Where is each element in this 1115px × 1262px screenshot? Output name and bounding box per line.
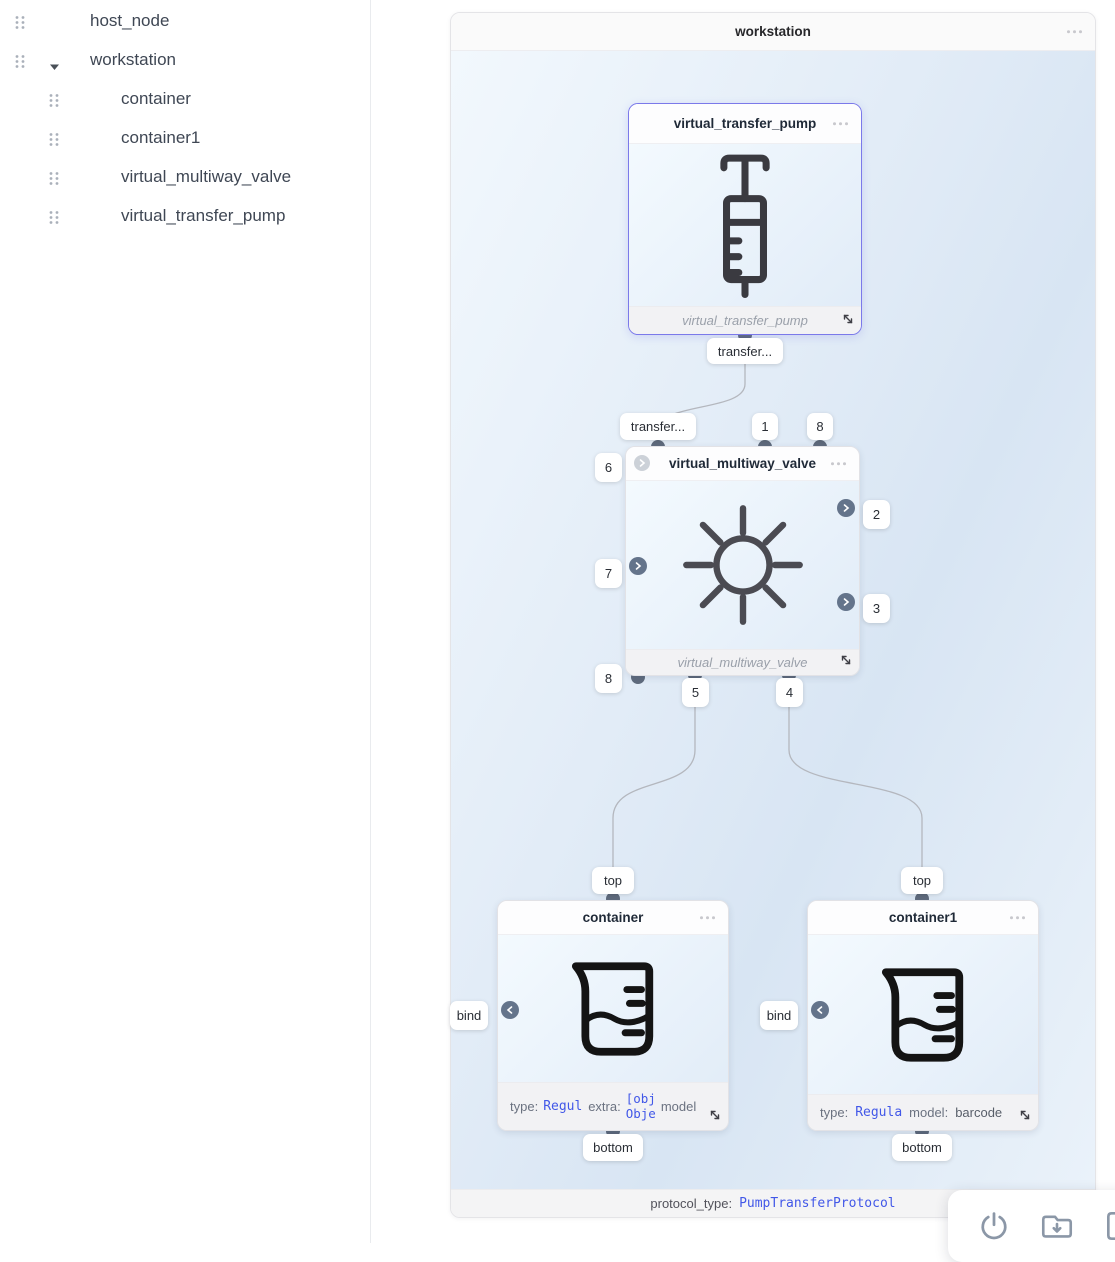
tree-item-label: workstation <box>90 50 176 69</box>
canvas-toolbar <box>948 1190 1115 1262</box>
node-title: virtual_transfer_pump <box>673 116 817 131</box>
ellipsis-menu-icon[interactable] <box>833 122 849 126</box>
sidebar-item-virtual-multiway-valve[interactable] <box>0 166 370 192</box>
sidebar-item-workstation[interactable] <box>0 49 370 75</box>
port-valve-left-7[interactable] <box>629 557 647 575</box>
tree-item-label: container <box>121 89 191 108</box>
node-header <box>808 901 1038 935</box>
caret-down-icon[interactable] <box>49 58 60 76</box>
node-body <box>626 481 859 649</box>
tree-item-label: container1 <box>121 128 201 147</box>
drag-handle-icon[interactable] <box>14 14 26 36</box>
collapse-chevron-icon[interactable] <box>634 455 650 471</box>
type-value: Regula <box>855 1105 903 1120</box>
multiway-valve-icon <box>679 501 807 629</box>
node-title: container <box>582 910 644 925</box>
drag-handle-icon[interactable] <box>14 53 26 75</box>
port-valve-right-3[interactable] <box>837 593 855 611</box>
workstation-header <box>451 13 1095 51</box>
protocol-type-value: PumpTransferProtocol <box>739 1196 896 1211</box>
drag-handle-icon[interactable] <box>48 92 60 114</box>
node-container[interactable] <box>497 900 729 1131</box>
tree-item-label: virtual_transfer_pump <box>121 206 286 225</box>
beaker-icon <box>871 961 975 1069</box>
port-label-container-bind: bind <box>450 1001 488 1030</box>
node-virtual-transfer-pump[interactable] <box>628 103 862 335</box>
folder-download-icon[interactable] <box>1040 1211 1074 1241</box>
drag-handle-icon[interactable] <box>48 170 60 192</box>
port-label-valve-7: 7 <box>595 559 622 588</box>
port-container-bind[interactable] <box>501 1001 519 1019</box>
node-body <box>498 935 728 1082</box>
node-body <box>629 144 861 306</box>
sidebar-item-container1[interactable] <box>0 127 370 153</box>
port-label-valve-5: 5 <box>682 678 709 707</box>
port-label-container1-bind: bind <box>760 1001 798 1030</box>
node-header <box>498 901 728 935</box>
node-header <box>626 447 859 481</box>
port-valve-right-2[interactable] <box>837 499 855 517</box>
port-label-container1-bottom: bottom <box>892 1134 952 1161</box>
tree-item-label: virtual_multiway_valve <box>121 167 292 186</box>
node-footer-name: virtual_multiway_valve <box>677 655 808 670</box>
sidebar-item-host-node[interactable] <box>0 10 370 36</box>
sidebar-item-virtual-transfer-pump[interactable] <box>0 205 370 231</box>
ellipsis-menu-icon[interactable] <box>831 462 847 466</box>
node-virtual-multiway-valve[interactable] <box>625 446 860 676</box>
power-icon[interactable] <box>978 1209 1010 1243</box>
extra-value: [obj Obje <box>625 1091 656 1121</box>
port-label-container-bottom: bottom <box>583 1134 643 1161</box>
node-footer <box>498 1082 728 1130</box>
port-container1-bind[interactable] <box>811 1001 829 1019</box>
tree-item-label: host_node <box>90 11 170 30</box>
resize-handle-icon[interactable] <box>708 1108 721 1124</box>
model-value: barcode <box>955 1105 1003 1120</box>
sidebar-tree <box>0 0 371 1243</box>
syringe-icon <box>701 150 789 300</box>
type-label: type: <box>820 1105 849 1120</box>
node-footer-name: virtual_transfer_pump <box>682 313 808 328</box>
protocol-type-label: protocol_type: <box>650 1196 733 1211</box>
port-label-valve-4: 4 <box>776 678 803 707</box>
beaker-icon <box>561 955 665 1063</box>
port-label-valve-3: 3 <box>863 594 890 623</box>
workstation-title: workstation <box>735 24 811 39</box>
port-label-valve-8-top: 8 <box>807 413 833 440</box>
type-label: type: <box>510 1099 539 1114</box>
extra-label: extra: <box>588 1099 621 1114</box>
ellipsis-menu-icon[interactable] <box>700 916 716 920</box>
node-container1[interactable] <box>807 900 1039 1131</box>
drag-handle-icon[interactable] <box>48 209 60 231</box>
file-icon[interactable] <box>1104 1210 1115 1242</box>
port-label-valve-1: 1 <box>752 413 778 440</box>
port-label-valve-2: 2 <box>863 500 890 529</box>
resize-handle-icon[interactable] <box>839 653 852 669</box>
node-body <box>808 935 1038 1094</box>
port-label-valve-6: 6 <box>595 453 622 482</box>
port-label-container-top: top <box>592 867 634 894</box>
node-title: virtual_multiway_valve <box>668 456 817 471</box>
resize-handle-icon[interactable] <box>841 312 854 328</box>
node-footer <box>626 649 859 675</box>
node-header <box>629 104 861 144</box>
ellipsis-menu-icon[interactable] <box>1010 916 1026 920</box>
ellipsis-menu-icon[interactable] <box>1067 30 1083 34</box>
port-label-valve-transfer: transfer... <box>620 413 696 440</box>
model-label: model <box>660 1099 697 1114</box>
port-label-pump-transfer: transfer... <box>707 338 783 364</box>
sidebar-item-container[interactable] <box>0 88 370 114</box>
model-label: model: <box>909 1105 949 1120</box>
node-footer <box>629 306 861 334</box>
port-label-container1-top: top <box>901 867 943 894</box>
resize-handle-icon[interactable] <box>1018 1108 1031 1124</box>
drag-handle-icon[interactable] <box>48 131 60 153</box>
node-footer <box>808 1094 1038 1130</box>
node-title: container1 <box>888 910 958 925</box>
port-label-valve-8-left: 8 <box>595 664 622 693</box>
type-value: Regul <box>543 1099 583 1114</box>
